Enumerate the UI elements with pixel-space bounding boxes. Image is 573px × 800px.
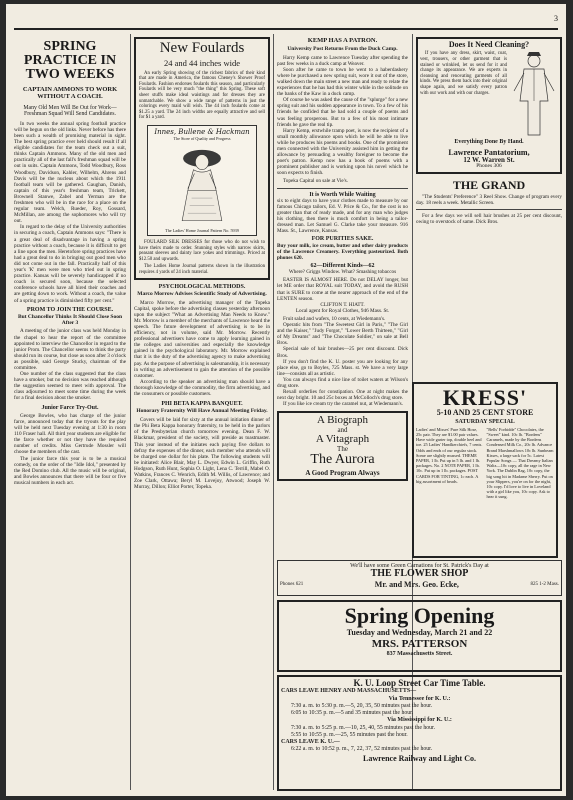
article-paragraph: In regard to the delay of the University authorities in securing a coach, Captain Ammons says: "There is a great deal of disadvantage in having a spring practice without a coach, because it is difficult to get a line upon the men. Heretofore spring practices have had a great deal to do in bringing out good men who did not come out in the fall. Practically half of this year's 'K' men were men who tried out in spring practice. Kansas will be severely handicapped if no coach is secured soon, because the selected conference schools have all hired their coaches and are getting down to work. Without a coach, the value of a spring practice is diminished fifty per cent." <box>14 224 126 304</box>
section-heading: PROM TO JOIN THE COURSE. <box>26 306 114 313</box>
flower-heading: THE FLOWER SHOP <box>370 568 469 579</box>
ad-line: A Biograph <box>316 414 369 427</box>
article-paragraph: Marco Morrow, the advertising manager of the Topeka Capital, spoke before the advertising classes yesterday afternoon upon the subject "What an Advertising Man Needs to Know." Mr. Morrow is a member of the merchants of Lawrence heard the speech. The future development of advertising is to be in efficiency, not in volume, said Mr. Morrow. Recently professional advertisers have come to apply learning gained in the colleges and universities and especially the knowledge gained in the psychological laboratory. Mr. Morrow explained that it is the duty of the advertising agency to make advertising pay. As the purpose of advertising is salesmanship, it is necessary in writing an advertisement to gain the attention of the possible customer. <box>134 299 270 379</box>
ad-dresses: FOULARD SILK DRESSES for those who do not wish to have theirs made to order. Stunning styles with narrow skirts, peasant sleeves and dainty lace yokes and trimmings. Priced at $12.50 and upwards. <box>139 240 265 262</box>
ad-subhead: 24 and 44 inches wide <box>163 57 240 68</box>
pantatorium-ad <box>416 37 562 174</box>
divider <box>277 188 408 189</box>
article-paragraph: Covers will be laid for sixty at the annual initiation dinner of the Phi Beta Kappa honorary fraternity, to be held in the parlors of the Presbyterian church tomorrow evening. Dean F. W. Blackmar, president of the society, will preside as toastmaster. This year instead of the initiates each paying five dollars to defray the expenses of the dinner, each member who attends will be charged one dollar for his plate. The following students will be initiated: Alice Blair, May L. Dwyer, Edwin L. Griffin, Ruth Hodgson, Ruth Hunt, Sophia O. Light, Lena C. Terrill, Mabel O. Watkins, Frances C. Wenrich, Edith M. Willis, of Lawrence; and Zoe Clark, Ottawa; Beryl M. Lovejoy, Atwood; Joseph W. Murray, Dillon; Elliot Porter, Topeka. <box>134 417 270 491</box>
flower-address: 825 1-2 Mass. <box>530 581 559 587</box>
column-rule <box>273 34 274 790</box>
brief: Topeka Capital on sale at Vie's. <box>283 178 348 185</box>
timetable-row: 6:22 a. m. to 10:52 p. m., 7, 22, 37, 52 minutes past the hour. <box>291 746 433 753</box>
timetable-row: 5:55 to 10:55 p. m.—25, 55 minutes past the hour. <box>291 731 408 738</box>
woman-figure-illustration <box>150 141 254 223</box>
article-paragraph: In two weeks the annual spring football practice will be begun on the old links. Never before has there been such a wealth of promising material in sight. The best spring practice ever held should result if all eligible candidates for the team check out a suit, thinks Captain Ammons. Many of the old men and practically all of the last fall's freshman squad will be out in suits. Captain Ammons, Todd Woodbury, Ross Woodbury, Davidson, Kahler, Wilhelm, Ahrens and Davis will be the nucleus about which the 1911 football team will be gathered. Gaughan, Danish, captain of this year's freshman team, Trickett, Brownell Stanwe, Zabel and Yerman are the freshmen who will be in the race for a place on the regular team. Welch, Rueder, Roy, Gossard, McMillan, are among the sophomores who will try out. <box>14 120 126 225</box>
ad-business-name: Lawrence Pantatorium, <box>448 147 530 157</box>
timetable-row: 6:05 to 10:35 p. m.—5 and 35 minutes past the hour. <box>291 710 414 717</box>
page-number: 3 <box>554 14 558 23</box>
ad-line: The <box>337 444 348 453</box>
brief: If you like ice cream try the caramel nut, at Wiedemann's. <box>283 401 403 408</box>
spring-heading: Spring Opening <box>344 603 495 628</box>
deck: University Post Returns From the Duck Camp. <box>287 45 398 52</box>
subhead: CAPTAIN AMMONS TO WORK WITHOUT A COACH. <box>22 86 118 100</box>
ad-line: The Aurora <box>310 452 375 468</box>
section-heading: KEMP HAS A PATRON. <box>307 37 378 44</box>
brief: Rexall orderlies for constipation. One at night makes the next day bright. 10 and 25c boxes at McColloch's drug store. <box>277 389 408 402</box>
brief-signature: Local agent for Royal Clothes, 946 Mass. St. <box>295 307 390 314</box>
kress-heading: KRESS' <box>442 385 528 410</box>
ad-illustration <box>147 125 257 236</box>
illustration-caption: The Ladies' Home Journal Pattern No. 5939 <box>165 228 239 234</box>
article-paragraph: Harry Kemp, erstwhile tramp poet, is now the recipient of a small monthly allowance upon which he will be able to live while he produces his poems and books. One of the prominent men connected with the University assisted him in getting the allowance by persuading a wealthy foreigner to become the poet's patron. Kemp now has a book of poems with a prominent publisher and is working upon his novel which he soon expects to finish. <box>277 127 408 177</box>
brief: Where? Griggs Window. What? Smashing tobaccos <box>288 269 397 276</box>
article-paragraph: One number of the class suggested that the class have a smoker, but no decision was reached although the suggestion seemed to meet with approval. The class adjourned to meet some time during the week for a final decision about the smoker. <box>14 371 126 402</box>
aurora-theater-ad <box>277 411 408 481</box>
timetable-row: 7:30 a. m. to 5:25 p. m.—10, 25, 40, 55 minutes past the hour. <box>291 724 436 731</box>
timetable-heading: K. U. Loop Street Car Time Table. <box>353 678 486 688</box>
timetable-subhead: CARS LEAVE K. U.— <box>281 738 340 745</box>
ad-body: An early Spring showing of the richest fabrics of their kind that are made in America, the famous Cheney's Shower Proof Foulards. Fashion endorses foulards this season, and particularly Foulards will be very much "the thing" this Spring. These soft sheer stuffs make ideal waistings and for dresses they are unmatchable. We show a wide range of patterns in just the colorings every maid will wish. The 44 inch foulards come at $1.25 a yard. The 24 inch widths are equally attractive and sell for $1 a yard. <box>139 70 265 121</box>
brief: Buy your milk, ice cream, butter and other dairy products of the Lawrence Creamery. Everything pasteurized. Both phones 620. <box>277 242 408 261</box>
ad-pattern-note: The Ladies Home Journal patterns shown in the illustration requires 4 yards of 24 inch material. <box>139 264 265 275</box>
ad-headline: Does It Need Cleaning? <box>448 40 530 49</box>
ad-body: If you have any dress, skirt, waist, coat, vest, trousers, or other garment that is stained or wrinkled, let us send for it and change its appearance. We are experts in cleansing and renovating garments of all kinds. We press them back into their original shape again, and we satisfy every patron with our work and with our charges. <box>420 51 507 96</box>
man-in-suit-illustration <box>510 51 558 137</box>
ad-headline: New Foulards <box>159 40 245 56</box>
ad-line: A Vitagraph <box>315 433 370 446</box>
section-heading: PHI BETA KAPPA BANQUET. <box>161 401 243 408</box>
brief: If you don't find the K. U. poster you are looking for any place else, go to Boyles, 725 Mass. st. We have a very large line—consists all as artistic. <box>277 358 408 377</box>
grand-heading: THE GRAND <box>452 178 526 193</box>
timetable-row: 7:30 a. m. to 5:30 p. m.—5, 20, 35, 50 minutes past the hour. <box>291 703 433 710</box>
brief: Fruit salad and wafers, 10 cents, at Wiedemann's. <box>283 315 386 322</box>
flower-owner: Mr. and Mrs. Geo. Ecke, <box>374 579 459 589</box>
ad-address: 12 W. Warren St. <box>463 156 515 165</box>
deck: Marco Morrow Advises Scientific Study of Advertising. <box>137 290 267 297</box>
ad-line: and <box>337 425 348 434</box>
spring-proprietor: MRS. PATTERSON <box>371 638 468 651</box>
flower-line: We'll have some Green Carnations for St. Patrick's Day at <box>350 563 489 569</box>
brief: For a few days we will sell hair brushes at 25 per cent discount, owing to overstock of same. Dick Bros. <box>416 212 562 226</box>
ad-line: A Good Program Always <box>305 468 380 477</box>
column-1 <box>14 34 126 792</box>
ad-slogan: Everything Done By Hand. <box>454 139 524 146</box>
brief: You can always find a nice line of toilet waters at Wilson's drug store. <box>277 376 408 389</box>
brief-title: FOR PURITIES SAKE. <box>311 236 374 243</box>
article-paragraph: Soon after he came to town he went to a haberdashery where he purchased a new spring suit, wore it out of the store, walked down the main street a new man and ready to relate the experiences that he has had this winter while in the solitude on the banks of the Kaw in a duck camp. <box>277 66 408 98</box>
brief: EASTER IS ALMOST HERE. Do not DELAY longer, but let ME order that ROYAL suit TODAY, and avoid the RUSH that is SURE to come at the nearer approach of the end of the LENTEN season. <box>277 277 408 302</box>
kress-specials-right: "Bells' Forbidde" Chocolates, the "Sweet" kind. 10c lb. "Bordens" Caramels, made by the Bordens Condensed Milk Co., 20c lb. Advance Brand Marshmallows 10c lb. Sunbeam Kisses, a large sack for 5c. Latest Popular Songs — That Dreamy Italian Waltz—10c copy, all the rage in New York. The Dublin Rag, 10c copy, the big song hit in Madame Sherry. Put on your Slippers, you're on for the night, 10c copy. I'd love to live in Loveland with a girl like you, 10c copy. Ask to hear it sung. <box>486 426 554 500</box>
timetable-route: Via Mississippi for K. U.: <box>387 717 452 724</box>
timetable-route: Via Tennessee for K. U.: <box>388 695 451 702</box>
brief-title: It is Worth While Waiting <box>309 191 376 198</box>
kress-ad <box>412 382 558 558</box>
kress-saturday: SATURDAY SPECIAL <box>455 419 515 426</box>
brief: Operatic hits from "The Sweetest Girl in Paris," "The Girl and the Kaiser," "Judy Forgot," "Lower Berth Thirteen," "Girl of My Dreams" and "The Chocolate Soldier," on sale at Bell Bros. <box>277 322 408 347</box>
section-heading: PSYCHOLOGICAL METHODS. <box>158 283 246 290</box>
brief: "The Students' Preference" 3 Reel Show. Change of program every day. 18 reels a week. Metallic Screen. <box>416 193 562 206</box>
divider <box>416 209 562 210</box>
brief: Special sale of hair brushes—25 per cent discount. Dick Bros. <box>277 346 408 359</box>
subhead: But Chancellor Thinks It Should Close Soon After 3 <box>17 313 123 326</box>
spring-opening-ad <box>277 600 562 672</box>
foulards-ad <box>134 37 270 280</box>
page-header <box>14 10 558 30</box>
headline: SPRING PRACTICE IN TWO WEEKS <box>23 39 117 82</box>
column-2 <box>134 34 270 792</box>
article-paragraph: The junior farce this year is to be a musical comedy, on the order of the "Idle Idol," presented by the Red Domino club. All the music will be original, and Bowles announces that there will be four or five musical numbers in each act. <box>14 455 126 486</box>
section-heading: Junior Farce Try-Out. <box>41 404 99 411</box>
article-paragraph: According to the speaker an advertising man should have a thorough knowledge of the commodity, the firm advertising, and the consumers or possible customers. <box>134 378 270 398</box>
brief-title: 62—Different Kinds—62 <box>310 262 375 269</box>
store-tagline: The Store of Quality and Progress <box>173 136 231 142</box>
flower-shop-ad <box>277 560 562 596</box>
article-paragraph: George Bowles, who has charge of the junior farce, announced today that the tryouts for the play will be held next Tuesday evening at 1:30 in room 110 Fraser hall. All third year students are eligible for the farce whether or not they have the required number of credits. Miss Gertrude Mossler will choose the members of the cast. <box>14 412 126 456</box>
streetcar-timetable <box>277 675 562 791</box>
brief: six to eight days to have your clothes made to measure by our famous Chicago tailors, Ed. V. Price & Co., for the cost is no greater than that of ready made, and for any man who judges his clothing, then there is much comfort in being a tailor-dressed man. Let Samuel G. Clarke take your measure. 916 Mass. St., Lawrence, Kansas. <box>277 197 408 235</box>
deck: Honorary Fraternity Will Have Annual Meeting Friday. <box>136 408 268 415</box>
spring-date: Tuesday and Wednesday, March 21 and 22 <box>346 628 493 638</box>
newspaper-page <box>6 4 566 796</box>
deck: Many Old Men Will Be Out for Work—Freshman Squad Will Send Candidates. <box>23 104 117 117</box>
timetable-subhead: CARS LEAVE HENRY AND MASSACHUSETTS— <box>281 688 417 695</box>
flower-phone: Phones 621 <box>280 581 304 587</box>
article-paragraph: Of course he was asked the cause of the "splurge" for a new spring suit and his sudden appearance in town. To a few of his friends he confided that he had sold a couple of poems and was feeling prosperous. But to a few of his most intimate friends he gave the real tip. <box>277 97 408 128</box>
kress-subheading: 5-10 AND 25 CENT STORE <box>436 408 534 418</box>
spring-address: 837 Massachusetts Street. <box>386 651 453 658</box>
kress-specials-left: Ladies' and Misses' Pure Silk Hose, 25c pair. They are $1.00 pair values. Have wide garter top, double heel and toe. 25 Ladies' Handkerchiefs, 7 cents. Odds and ends of our regular stock. Some are slightly mussed. THEME PAPER, 1 lb. Put up in 5 lb. and 1 lb. packages. No. 2 NOTE PAPER, 1 lb. 10c. Put up in 1 lb. packages. POST CARDS FOR TINTING, 1c each. A big assortment of beads. <box>416 426 483 484</box>
store-logo: Innes, Bullene & Hackman <box>154 128 250 137</box>
article-paragraph: A meeting of the junior class was held Monday in the chapel to hear the report of the committee appointed to interview the Chancellor in regard to the junior Prom. The Chancellor seems to think the party should run its course, but close as soon after 3 o'clock as possible, said George Stucky, chairman of the committee. <box>14 328 126 371</box>
brief-signature: CLIFTON T. HIATT. <box>320 301 365 308</box>
timetable-footer: Lawrence Railway and Light Co. <box>363 754 476 764</box>
article-paragraph: Harry Kemp came to Lawrence Tuesday after spending the past few weeks in a duck camp at Weaver. <box>277 54 408 67</box>
ad-phone: Phones 306 <box>476 163 502 170</box>
column-rule <box>130 34 131 790</box>
